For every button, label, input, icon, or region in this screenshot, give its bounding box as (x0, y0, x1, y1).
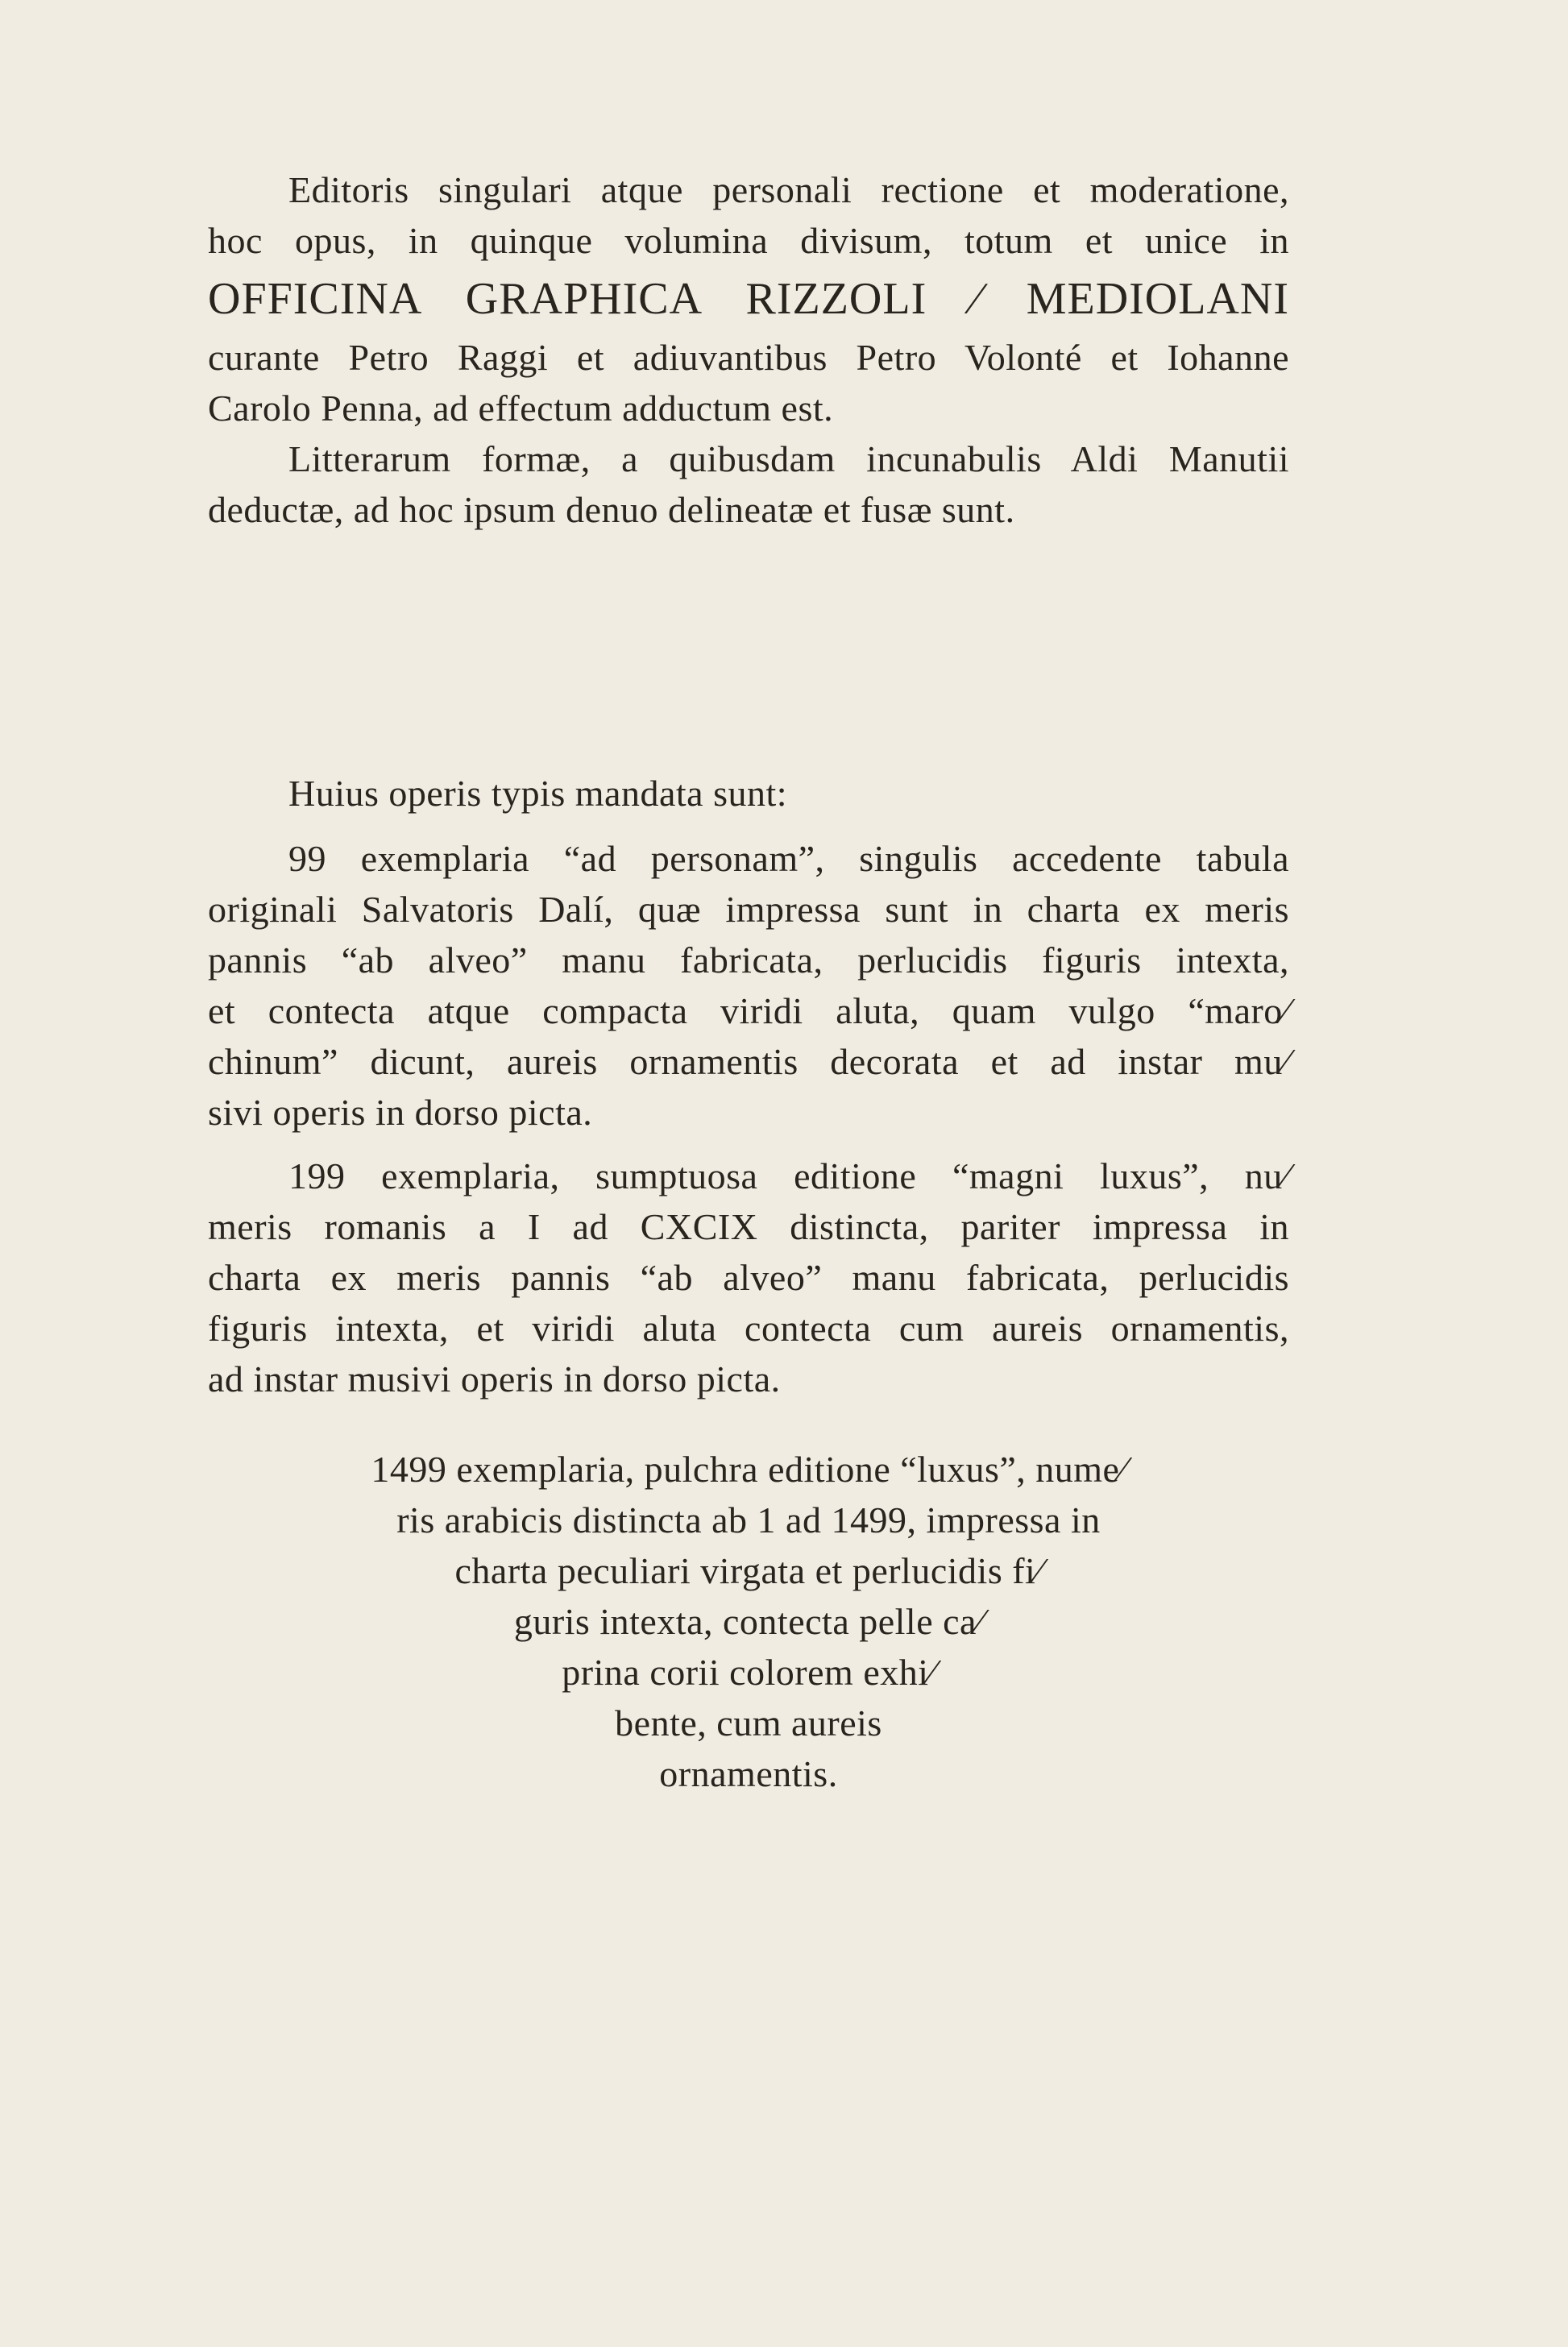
colophon-line: prina corii colorem exhi⁄ (562, 1652, 935, 1693)
colophon-line: guris intexta, contecta pelle ca⁄ (513, 1601, 984, 1642)
edition-heading: Huius operis typis mandata sunt: (288, 773, 788, 814)
colophon-line: meris romanis a I ad CXCIX distincta, pariter impressa in (208, 1206, 1289, 1247)
edition-99-paragraph (208, 833, 1289, 1138)
printer-imprint-line: OFFICINA GRAPHICA RIZZOLI ⁄ MEDIOLANI (208, 274, 1289, 324)
colophon-line: figuris intexta, et viridi aluta contecta cum aureis ornamentis, (208, 1308, 1289, 1349)
colophon-line: Editoris singulari atque personali rectione et moderatione, (288, 169, 1289, 210)
colophon-line: hoc opus, in quinque volumina divisum, totum et unice in (208, 220, 1289, 261)
colophon-line: ris arabicis distincta ab 1 ad 1499, impressa in (396, 1499, 1101, 1540)
colophon-line: Carolo Penna, ad effectum adductum est. (208, 388, 834, 429)
colophon-line: ornamentis. (659, 1753, 838, 1794)
colophon-line: ad instar musivi operis in dorso picta. (208, 1358, 781, 1399)
colophon-line: bente, cum aureis (615, 1702, 882, 1744)
edition-199-paragraph (208, 1151, 1289, 1404)
colophon-line: 99 exemplaria “ad personam”, singulis accedente tabula (288, 838, 1289, 879)
colophon-line: 1499 exemplaria, pulchra editione “luxus”, nume⁄ (371, 1449, 1126, 1490)
colophon-line: chinum” dicunt, aureis ornamentis decorata et ad instar mu⁄ (208, 1041, 1289, 1082)
colophon-line: originali Salvatoris Dalí, quæ impressa sunt in charta ex meris (208, 889, 1289, 930)
colophon-line: pannis “ab alveo” manu fabricata, perlucidis figuris intexta, (208, 939, 1289, 981)
colophon-line: deductæ, ad hoc ipsum denuo delineatæ et fusæ sunt. (208, 489, 1015, 530)
colophon-line: Litterarum formæ, a quibusdam incunabulis Aldi Manutii (288, 438, 1289, 479)
colophon-line: sivi operis in dorso picta. (208, 1092, 593, 1133)
colophon-intro-block (208, 164, 1289, 535)
edition-heading-block (208, 768, 1289, 819)
colophon-line: charta peculiari virgata et perlucidis fi⁄ (454, 1550, 1043, 1591)
edition-1499-paragraph (208, 1444, 1289, 1799)
colophon-line: charta ex meris pannis “ab alveo” manu fabricata, perlucidis (208, 1257, 1289, 1298)
colophon-line: et contecta atque compacta viridi aluta, quam vulgo “maro⁄ (208, 990, 1289, 1031)
colophon-line: curante Petro Raggi et adiuvantibus Petro Volonté et Iohanne (208, 337, 1289, 378)
colophon-line: 199 exemplaria, sumptuosa editione “magni luxus”, nu⁄ (288, 1155, 1289, 1196)
